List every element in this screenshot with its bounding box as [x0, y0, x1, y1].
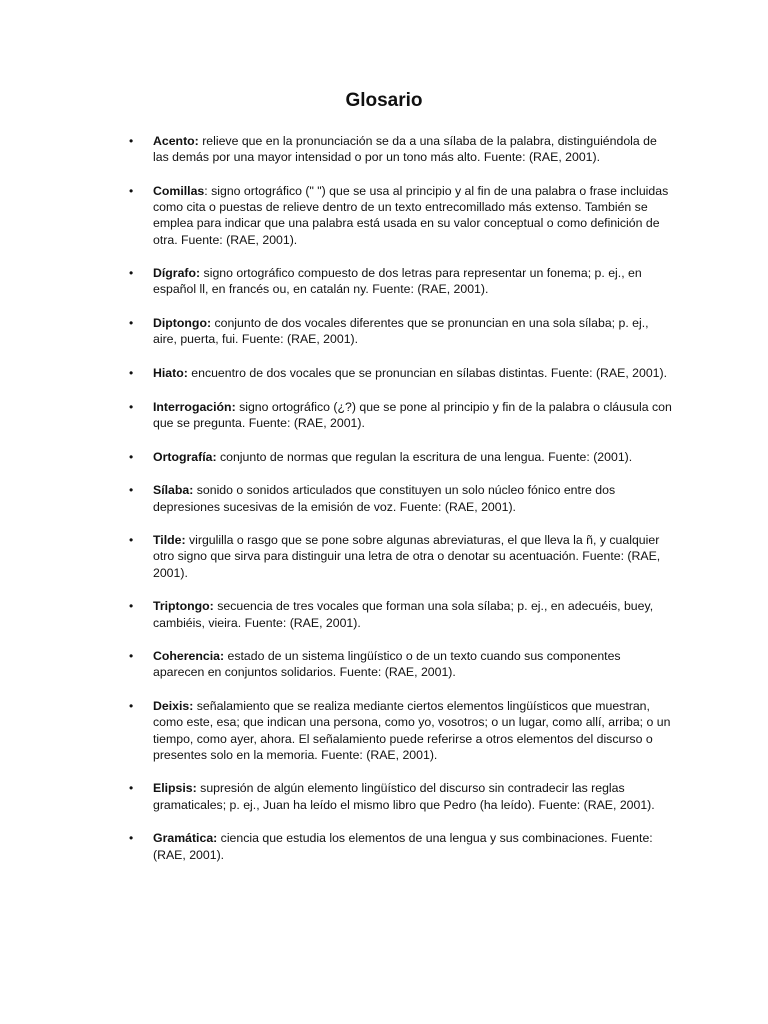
glossary-entry — [129, 532, 673, 581]
glossary-term: Diptongo: — [153, 316, 212, 331]
glossary-entry — [129, 648, 673, 680]
glossary-term: Dígrafo: — [153, 266, 201, 281]
bullet-icon: • — [129, 533, 134, 548]
glossary-entry — [129, 183, 673, 248]
glossary-term: Deixis: — [153, 699, 194, 714]
bullet-icon: • — [129, 483, 134, 498]
glossary-definition: conjunto de dos vocales diferentes que se pronuncian en una sola sílaba; p. ej., aire, puerta, fui. Fuente: (RAE, 2001). — [153, 316, 649, 347]
glossary-entry — [129, 598, 673, 630]
bullet-icon: • — [129, 649, 134, 664]
bullet-icon: • — [129, 781, 134, 796]
bullet-icon: • — [129, 134, 134, 148]
bullet-icon: • — [129, 183, 134, 198]
glossary-definition: secuencia de tres vocales que forman una sola sílaba; p. ej., en adecuéis, buey, cambiéis, vieira. Fuente: (RAE, 2001). — [153, 599, 654, 630]
glossary-term: Hiato: — [153, 366, 188, 381]
glossary-definition: encuentro de dos vocales que se pronuncian en sílabas distintas. Fuente: (RAE, 2001). — [187, 366, 668, 381]
glossary-entry — [129, 133, 673, 165]
glossary-term: Interrogación: — [153, 399, 236, 414]
glossary-term: Elipsis: — [153, 781, 197, 796]
glossary-list — [129, 133, 673, 880]
bullet-icon: • — [129, 699, 134, 714]
glossary-entry — [129, 265, 673, 297]
glossary-entry — [129, 830, 673, 862]
bullet-icon: • — [129, 599, 134, 614]
glossary-definition: supresión de algún elemento lingüístico del discurso sin contradecir las reglas gramaticales; p. ej., Juan ha leído el mismo libro que Pedro (ha leído). Fuente: (RAE, 2001). — [153, 781, 655, 812]
glossary-definition: signo ortográfico compuesto de dos letras para representar un fonema; p. ej., en español ll, en francés ou, en catalán ny. Fuente: (RAE, 2001). — [153, 266, 642, 297]
glossary-term: Acento: — [153, 134, 199, 148]
bullet-icon: • — [129, 831, 134, 846]
glossary-term: Comillas — [153, 183, 205, 198]
page-title: Glosario — [345, 90, 423, 111]
glossary-definition: virgulilla o rasgo que se pone sobre algunas abreviaturas, el que lleva la ñ, y cualquier otro signo que sirva para distinguir una letra de otra o denotar su acentuación. Fuente: (RAE, 2001). — [153, 533, 661, 580]
bullet-icon: • — [129, 266, 134, 281]
bullet-icon: • — [129, 449, 134, 464]
glossary-entry — [129, 482, 673, 514]
glossary-entry — [129, 315, 673, 347]
glossary-definition: señalamiento que se realiza mediante ciertos elementos lingüísticos que muestran, como este, esa; que indican una persona, como yo, vosotros; o un lugar, como allí, arriba; o un tiempo, como ayer, ahora. El señalamiento puede referirse a otros elementos del discurso o presentes solo en la memoria. Fuente: (RAE, 2001). — [153, 699, 671, 762]
glossary-term: Gramática: — [153, 831, 218, 846]
glossary-entry — [129, 698, 673, 763]
bullet-icon: • — [129, 399, 134, 414]
glossary-definition: conjunto de normas que regulan la escritura de una lengua. Fuente: (2001). — [216, 449, 633, 464]
glossary-definition: : signo ortográfico (" ") que se usa al principio y al fin de una palabra o frase incluidas como cita o puestas de relieve dentro de un texto entrecomillado más extenso. También se emplea para indicar que una palabra está usada en su valor conceptual o como definición de otra. Fuente: (RAE, 2001). — [153, 183, 669, 247]
glossary-term: Ortografía: — [153, 449, 217, 464]
glossary-term: Triptongo: — [153, 599, 214, 614]
glossary-entry — [129, 449, 673, 465]
glossary-definition: estado de un sistema lingüístico o de un texto cuando sus componentes aparecen en conjuntos solidarios. Fuente: (RAE, 2001). — [153, 649, 621, 680]
glossary-term: Coherencia: — [153, 649, 225, 664]
glossary-term: Sílaba: — [153, 483, 194, 498]
glossary-definition: ciencia que estudia los elementos de una lengua y sus combinaciones. Fuente: (RAE, 2001). — [153, 831, 653, 862]
glossary-definition: relieve que en la pronunciación se da a una sílaba de la palabra, distinguiéndola de las demás por una mayor intensidad o por un tono más alto. Fuente: (RAE, 2001). — [153, 134, 657, 165]
glossary-term: Tilde: — [153, 533, 186, 548]
glossary-entry — [129, 365, 673, 381]
glossary-definition: sonido o sonidos articulados que constituyen un solo núcleo fónico entre dos depresiones sucesivas de la emisión de voz. Fuente: (RAE, 2001). — [153, 483, 616, 514]
bullet-icon: • — [129, 316, 134, 331]
glossary-entry — [129, 399, 673, 431]
glossary-definition: signo ortográfico (¿?) que se pone al principio y fin de la palabra o cláusula con que se pregunta. Fuente: (RAE, 2001). — [153, 399, 672, 430]
bullet-icon: • — [129, 366, 134, 381]
glossary-entry — [129, 780, 673, 812]
